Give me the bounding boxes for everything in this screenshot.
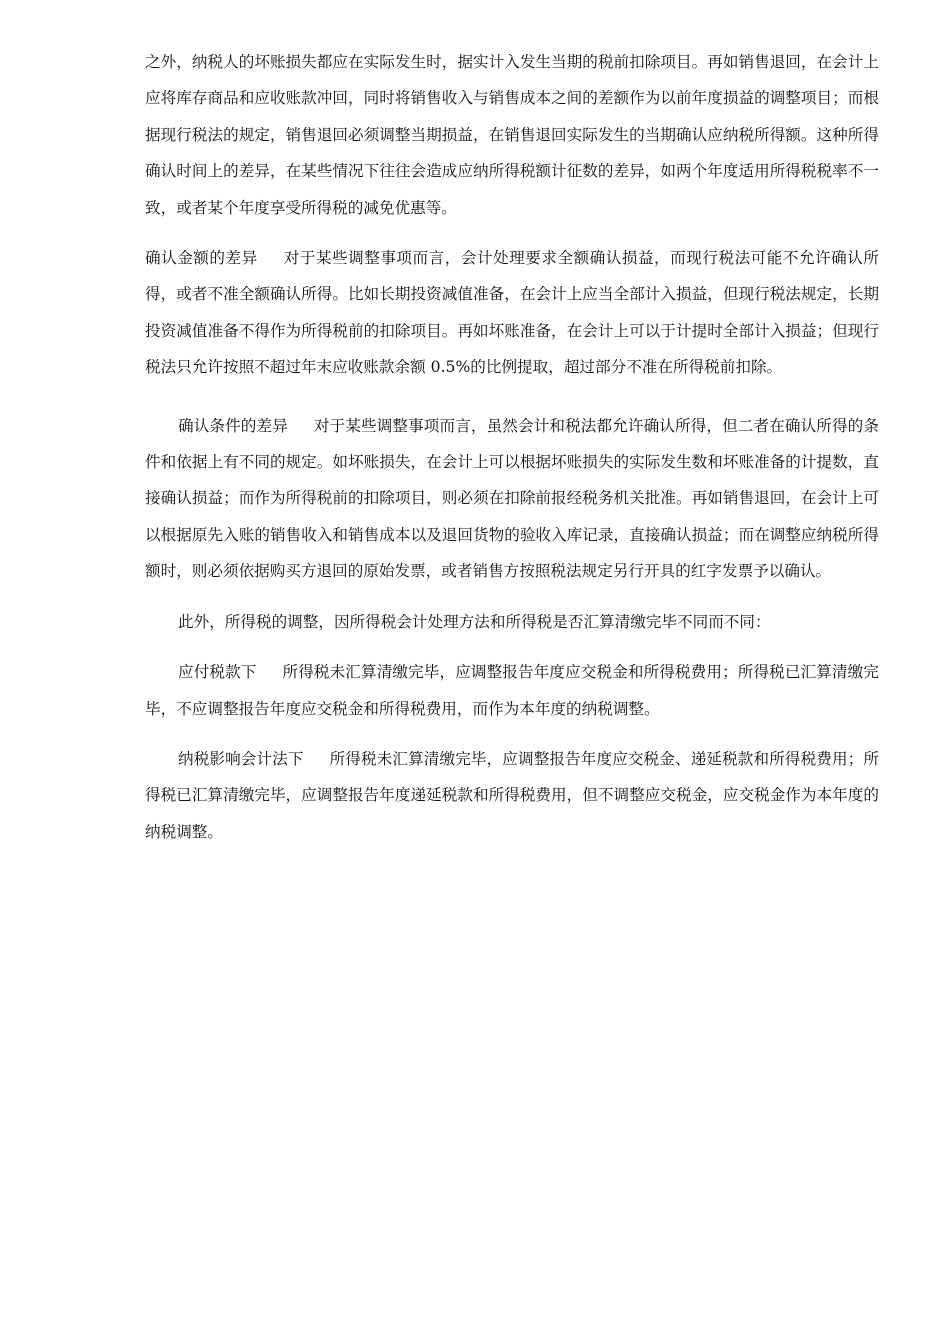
paragraph-amount-difference <box>145 240 879 386</box>
paragraph-text: 对于某些调整事项而言，会计处理要求全额确认损益，而现行税法可能不允许确认所得，或者不准全额确认所得。比如长期投资减值准备，在会计上应当全部计入损益，但现行税法规定，长期投资减值准备不得作为所得税前的扣除项目。再如坏账准备，在会计上可以于计提时全部计入损益；但现行税法只允许按照不超过年末应收账款余额 0.5%的比例提取，超过部分不准在所得税前扣除。 <box>145 249 879 377</box>
paragraph-continuation <box>145 44 879 226</box>
paragraph-text: 之外，纳税人的坏账损失都应在实际发生时，据实计入发生当期的税前扣除项目。再如销售退回，在会计上应将库存商品和应收账款冲回，同时将销售收入与销售成本之间的差额作为以前年度损益的调整项目；而根据现行税法的规定，销售退回必须调整当期损益，在销售退回实际发生的当期确认应纳税所得额。这种所得确认时间上的差异，在某些情况下往往会造成应纳所得税额计征数的差异，如两个年度适用所得税税率不一致，或者某个年度享受所得税的减免优惠等。 <box>145 53 879 217</box>
paragraph-term: 应付税款下 <box>178 663 257 682</box>
paragraph-text: 所得税未汇算清缴完毕，应调整报告年度应交税金和所得税费用；所得税已汇算清缴完毕，不应调整报告年度应交税金和所得税费用，而作为本年度的纳税调整。 <box>145 663 879 718</box>
document-page <box>145 44 879 850</box>
paragraph-tax-effect-method <box>145 741 879 850</box>
paragraph-condition-difference <box>145 408 879 590</box>
paragraph-term: 确认条件的差异 <box>178 416 288 435</box>
paragraph-term: 纳税影响会计法下 <box>178 749 304 768</box>
paragraph-tax-payable-method <box>145 654 879 727</box>
paragraph-text: 所得税未汇算清缴完毕，应调整报告年度应交税金、递延税款和所得税费用；所得税已汇算清缴完毕，应调整报告年度递延税款和所得税费用，但不调整应交税金，应交税金作为本年度的纳税调整。 <box>145 749 879 841</box>
paragraph-term: 确认金额的差异 <box>145 249 258 268</box>
paragraph-additionally <box>145 604 879 640</box>
paragraph-text: 此外，所得税的调整，因所得税会计处理方法和所得税是否汇算清缴完毕不同而不同： <box>178 612 771 631</box>
paragraph-text: 对于某些调整事项而言，虽然会计和税法都允许确认所得，但二者在确认所得的条件和依据上有不同的规定。如坏账损失，在会计上可以根据坏账损失的实际发生数和坏账准备的计提数，直接确认损益；而作为所得税前的扣除项目，则必须在扣除前报经税务机关批准。再如销售退回，在会计上可以根据原先入账的销售收入和销售成本以及退回货物的验收入库记录，直接确认损益；而在调整应纳税所得额时，则必须依据购买方退回的原始发票，或者销售方按照税法规定另行开具的红字发票予以确认。 <box>145 416 879 581</box>
